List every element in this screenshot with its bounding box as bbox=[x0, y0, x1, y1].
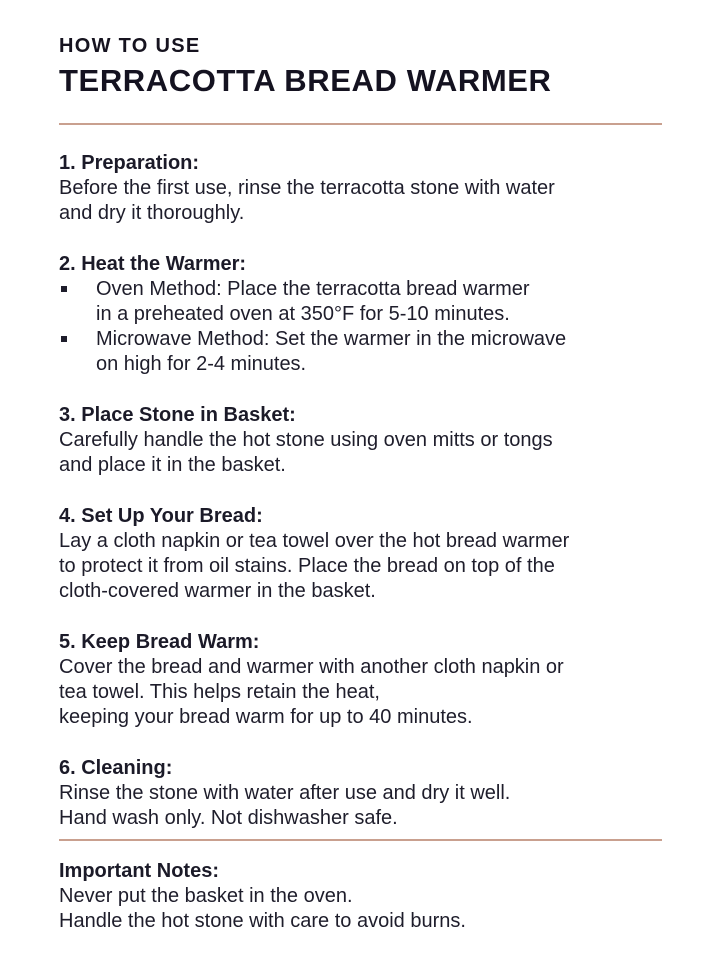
section-heading: 2. Heat the Warmer: bbox=[59, 253, 247, 275]
body-line: Hand wash only. Not dishwasher safe. bbox=[59, 807, 398, 829]
body-line: Before the first use, rinse the terracotta stone with water bbox=[59, 177, 555, 199]
section-set-up-your-bread bbox=[59, 504, 662, 604]
body-line: Carefully handle the hot stone using oven mitts or tongs bbox=[59, 429, 553, 451]
body-line: cloth-covered warmer in the basket. bbox=[59, 580, 376, 602]
section-keep-bread-warm bbox=[59, 630, 662, 730]
top-divider bbox=[59, 123, 662, 125]
section-preparation bbox=[59, 151, 662, 226]
body-line: and dry it thoroughly. bbox=[59, 202, 245, 224]
section-place-stone-in-basket bbox=[59, 403, 662, 478]
page-title: TERRACOTTA BREAD WARMER bbox=[59, 63, 552, 98]
body-line: to protect it from oil stains. Place the bread on top of the bbox=[59, 555, 555, 577]
body-line: Oven Method: Place the terracotta bread warmer bbox=[96, 278, 530, 300]
bullet-item-oven-method bbox=[59, 277, 662, 327]
body-line: Rinse the stone with water after use and dry it well. bbox=[59, 782, 511, 804]
body-line: tea towel. This helps retain the heat, bbox=[59, 681, 380, 703]
body-line: Cover the bread and warmer with another cloth napkin or bbox=[59, 656, 564, 678]
section-heading: 6. Cleaning: bbox=[59, 757, 173, 779]
body-line: Microwave Method: Set the warmer in the microwave bbox=[96, 328, 567, 350]
body-line: Lay a cloth napkin or tea towel over the hot bread warmer bbox=[59, 530, 570, 552]
section-heat-the-warmer bbox=[59, 252, 662, 377]
section-cleaning bbox=[59, 756, 662, 831]
eyebrow-heading: HOW TO USE bbox=[59, 35, 201, 57]
notes-divider bbox=[59, 839, 662, 841]
bullet-list bbox=[59, 277, 662, 377]
body-line: Never put the basket in the oven. bbox=[59, 885, 353, 907]
body-line: keeping your bread warm for up to 40 minutes. bbox=[59, 706, 473, 728]
section-heading: 1. Preparation: bbox=[59, 152, 200, 174]
body-line: and place it in the basket. bbox=[59, 454, 286, 476]
bullet-square-icon bbox=[61, 336, 67, 342]
section-heading: 5. Keep Bread Warm: bbox=[59, 631, 260, 653]
bullet-item-microwave-method bbox=[59, 327, 662, 377]
body-line: on high for 2-4 minutes. bbox=[96, 353, 307, 375]
section-heading: 3. Place Stone in Basket: bbox=[59, 404, 296, 426]
section-important-notes bbox=[59, 859, 662, 934]
section-heading: Important Notes: bbox=[59, 860, 219, 882]
body-line: Handle the hot stone with care to avoid burns. bbox=[59, 910, 466, 932]
bullet-square-icon bbox=[61, 286, 67, 292]
section-heading: 4. Set Up Your Bread: bbox=[59, 505, 263, 527]
body-line: in a preheated oven at 350°F for 5-10 minutes. bbox=[96, 303, 510, 325]
